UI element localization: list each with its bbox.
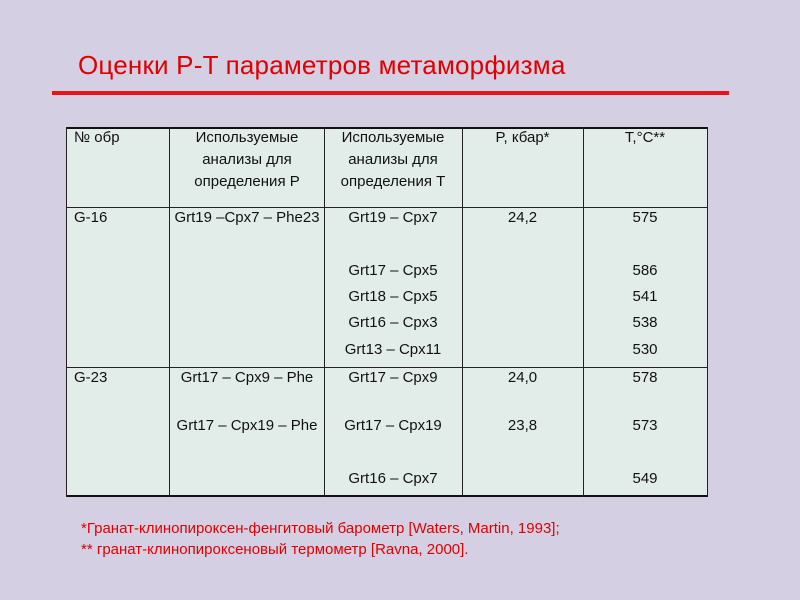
slide-title: Оценки P-T параметров метаморфизма (78, 50, 566, 80)
g16-p-analyses: Grt19 –Cpx7 – Phe23 (174, 209, 320, 226)
column-divider (169, 127, 170, 497)
g23-pressure: 24,0 (507, 369, 538, 386)
column-divider (66, 127, 67, 497)
g16-t-analysis: Grt17 – Cpx5 (348, 262, 438, 279)
sample-g23: G-23 (74, 369, 108, 386)
g23-t-analysis: Grt17 – Cpx9 (348, 369, 438, 386)
column-divider (462, 127, 463, 497)
header-pressure: P, кбар* (495, 129, 550, 146)
g23-temperature: 573 (632, 417, 658, 434)
g23-p-analyses: Grt17 – Cpx19 – Phe (176, 417, 318, 434)
header-sample: № обр (74, 129, 120, 146)
table-bottom-border (66, 495, 708, 497)
g16-temperature: 575 (632, 209, 658, 226)
header-p-analyses: Используемые анализы для определения P (194, 129, 300, 190)
g16-t-analysis: Grt19 – Cpx7 (348, 209, 438, 226)
g23-pressure: 23,8 (507, 417, 538, 434)
g23-temperature: 549 (632, 470, 658, 487)
header-t-analyses: Используемые анализы для определения T (340, 129, 446, 190)
column-divider (707, 127, 708, 497)
g16-temperature: 538 (632, 314, 658, 331)
g16-temperature: 530 (632, 341, 658, 358)
g16-t-analysis: Grt16 – Cpx3 (348, 314, 438, 331)
footnote-barometer: *Гранат-клинопироксен-фенгитовый барометр [Waters, Martin, 1993]; (81, 520, 560, 537)
g16-t-analysis: Grt13 – Cpx11 (344, 341, 442, 358)
g16-t-analysis: Grt18 – Cpx5 (348, 288, 438, 305)
g23-t-analysis: Grt17 – Cpx19 (344, 417, 442, 434)
sample-g16: G-16 (74, 209, 108, 226)
g23-t-analysis: Grt16 – Cpx7 (348, 470, 438, 487)
footnote-thermometer: ** гранат-клинопироксеновый термометр [Ravna, 2000]. (81, 541, 469, 558)
pt-estimates-table (66, 127, 708, 497)
title-underline (52, 91, 729, 95)
column-divider (583, 127, 584, 497)
g23-p-analyses: Grt17 – Cpx9 – Phe (180, 369, 314, 386)
column-divider (324, 127, 325, 497)
g16-pressure: 24,2 (507, 209, 538, 226)
g16-temperature: 541 (632, 288, 658, 305)
g23-temperature: 578 (632, 369, 658, 386)
header-temperature: T,°C** (624, 129, 666, 146)
g16-temperature: 586 (632, 262, 658, 279)
